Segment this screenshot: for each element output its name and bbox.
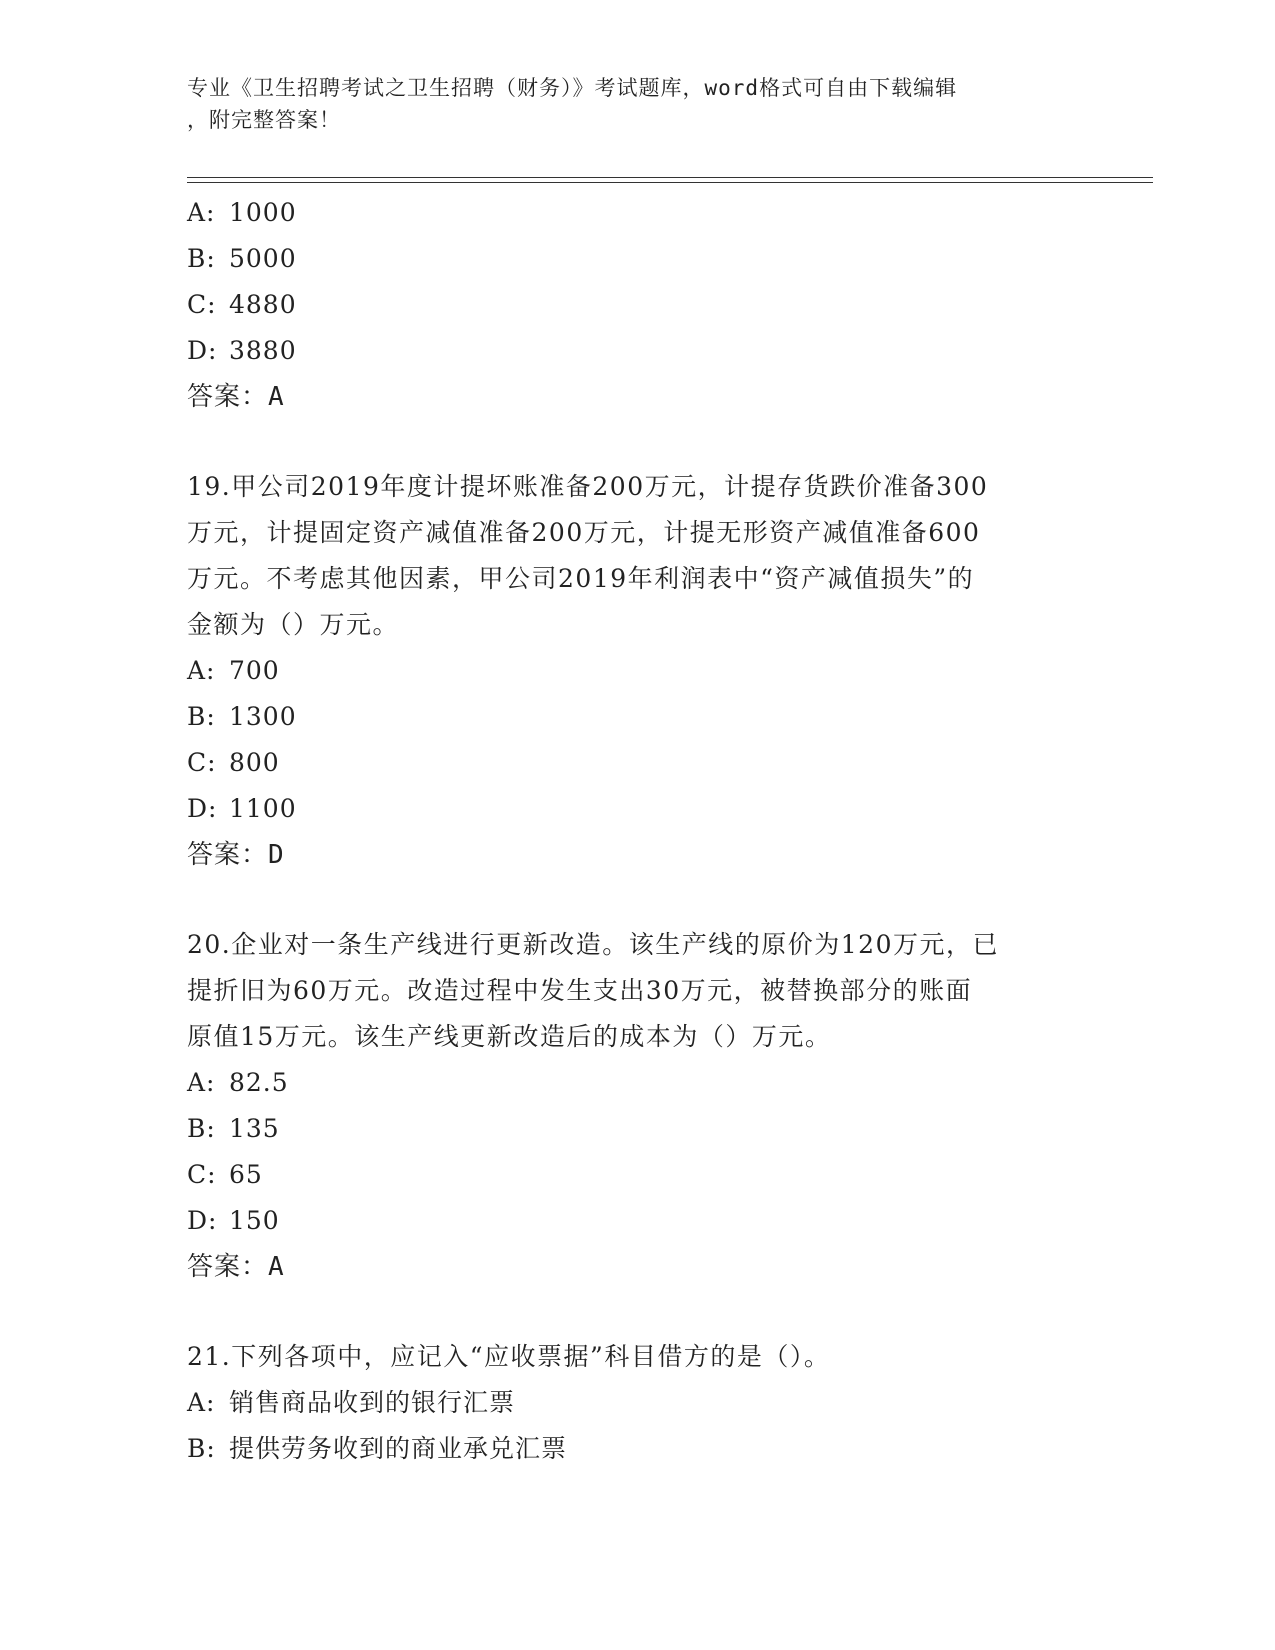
option-letter: B: xyxy=(187,244,216,273)
option-text: 700 xyxy=(229,656,280,685)
spacer xyxy=(187,420,1067,464)
stem-line: 万元。不考虑其他因素，甲公司2019年利润表中“资产减值损失”的 xyxy=(187,564,975,593)
option-letter: A: xyxy=(187,1388,216,1417)
option-letter: C: xyxy=(187,290,217,319)
option-letter: A: xyxy=(187,1068,216,1097)
document-header xyxy=(187,72,1067,136)
option-text: 4880 xyxy=(229,290,297,319)
question-stem xyxy=(187,922,1067,1060)
option-text: 3880 xyxy=(229,336,297,365)
answer-label: 答案： xyxy=(187,382,269,412)
option-text: 150 xyxy=(229,1206,280,1235)
option-b xyxy=(187,694,1067,740)
option-a xyxy=(187,648,1067,694)
option-text: 1000 xyxy=(229,198,297,227)
option-d xyxy=(187,1198,1067,1244)
option-letter: A: xyxy=(187,656,216,685)
option-letter: D: xyxy=(187,1206,218,1235)
stem-line: 金额为（）万元。 xyxy=(187,610,400,639)
option-letter: A: xyxy=(187,198,216,227)
stem-line: 提折旧为60万元。改造过程中发生支出30万元，被替换部分的账面 xyxy=(187,976,973,1005)
question-stem xyxy=(187,1334,1067,1380)
question-content xyxy=(187,190,1067,1472)
spacer xyxy=(187,878,1067,922)
option-letter: D: xyxy=(187,336,218,365)
header-line-1: 专业《卫生招聘考试之卫生招聘（财务）》考试题库，word格式可自由下载编辑 xyxy=(187,76,958,100)
option-text: 65 xyxy=(229,1160,263,1189)
option-text: 1100 xyxy=(229,794,297,823)
option-letter: B: xyxy=(187,1114,216,1143)
option-a xyxy=(187,1380,1067,1426)
answer-label: 答案： xyxy=(187,840,269,870)
option-letter: D: xyxy=(187,794,218,823)
stem-line: 原值15万元。该生产线更新改造后的成本为（）万元。 xyxy=(187,1022,832,1051)
spacer xyxy=(187,1290,1067,1334)
option-letter: C: xyxy=(187,748,217,777)
header-line-2: ，附完整答案！ xyxy=(187,108,341,132)
option-text: 5000 xyxy=(229,244,297,273)
option-d xyxy=(187,786,1067,832)
option-text: 135 xyxy=(229,1114,280,1143)
option-b xyxy=(187,1426,1067,1472)
answer-line xyxy=(187,1244,1067,1290)
question-21 xyxy=(187,1334,1067,1472)
question-19 xyxy=(187,464,1067,878)
option-text: 800 xyxy=(229,748,280,777)
stem-line: 万元，计提固定资产减值准备200万元，计提无形资产减值准备600 xyxy=(187,518,981,547)
answer-line xyxy=(187,832,1067,878)
option-b xyxy=(187,1106,1067,1152)
option-letter: C: xyxy=(187,1160,217,1189)
answer-value: A xyxy=(268,382,285,412)
stem-line: 21.下列各项中，应记入“应收票据”科目借方的是（）。 xyxy=(187,1342,831,1371)
header-divider-top xyxy=(187,177,1153,178)
option-text: 82.5 xyxy=(229,1068,289,1097)
question-20 xyxy=(187,922,1067,1290)
question-stem xyxy=(187,464,1067,648)
stem-line: 19.甲公司2019年度计提坏账准备200万元，计提存货跌价准备300 xyxy=(187,472,989,501)
option-a xyxy=(187,1060,1067,1106)
question-18-options xyxy=(187,190,1067,420)
answer-value: A xyxy=(268,1252,285,1282)
option-c xyxy=(187,740,1067,786)
option-letter: B: xyxy=(187,1434,216,1463)
option-d xyxy=(187,328,1067,374)
answer-label: 答案： xyxy=(187,1252,269,1282)
option-text: 销售商品收到的银行汇票 xyxy=(229,1388,516,1417)
answer-value: D xyxy=(268,840,285,870)
option-text: 1300 xyxy=(229,702,297,731)
answer-line xyxy=(187,374,1067,420)
option-c xyxy=(187,282,1067,328)
option-a xyxy=(187,190,1067,236)
option-c xyxy=(187,1152,1067,1198)
header-divider-bottom xyxy=(187,182,1153,183)
option-letter: B: xyxy=(187,702,216,731)
option-text: 提供劳务收到的商业承兑汇票 xyxy=(229,1434,568,1463)
option-b xyxy=(187,236,1067,282)
stem-line: 20.企业对一条生产线进行更新改造。该生产线的原价为120万元，已 xyxy=(187,930,999,959)
